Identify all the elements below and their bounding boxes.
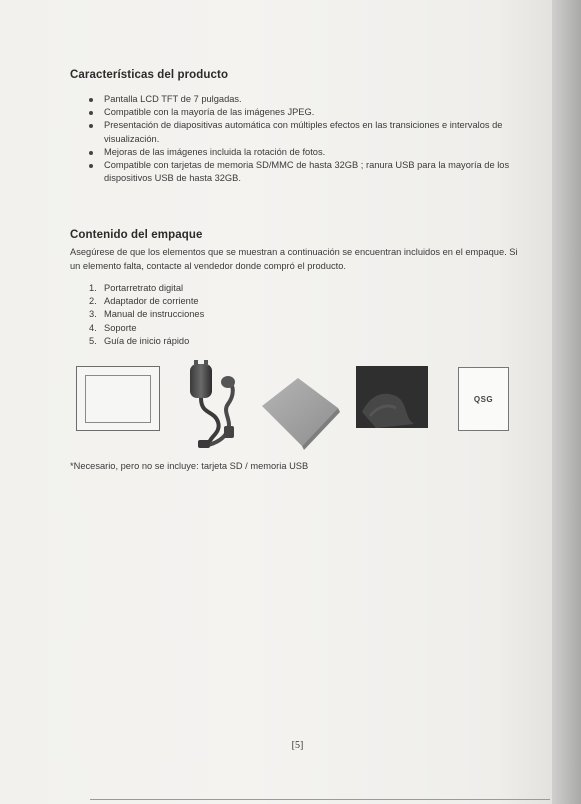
list-item bbox=[70, 322, 204, 335]
stand-image bbox=[258, 374, 342, 450]
item-number: 5. bbox=[89, 335, 97, 346]
instruction-manual-image bbox=[356, 366, 428, 428]
item-number: 3. bbox=[89, 309, 97, 320]
item-label: Adaptador de corriente bbox=[104, 296, 199, 307]
item-number: 4. bbox=[89, 322, 97, 333]
not-included-note: *Necesario, pero no se incluye: tarjeta SD / memoria USB bbox=[70, 461, 309, 471]
package-items-list bbox=[70, 282, 204, 348]
features-heading: Características del producto bbox=[70, 69, 229, 81]
list-item bbox=[70, 295, 204, 308]
list-item: Pantalla LCD TFT de 7 pulgadas. bbox=[70, 93, 520, 106]
item-label: Manual de instrucciones bbox=[104, 309, 205, 320]
list-item bbox=[70, 282, 204, 295]
qsg-label: QSG bbox=[473, 394, 494, 404]
quick-start-guide-image bbox=[458, 367, 509, 431]
list-item: Compatible con la mayoría de las imágenes JPEG. bbox=[70, 106, 520, 119]
bottom-rule bbox=[90, 799, 550, 800]
list-item: Compatible con tarjetas de memoria SD/MMC de hasta 32GB ; ranura USB para la mayoría de los dispositivos USB de hasta 32GB. bbox=[70, 159, 520, 185]
frame-screen bbox=[85, 375, 151, 423]
item-label: Portarretrato digital bbox=[104, 283, 184, 293]
page-edge-shadow bbox=[552, 0, 581, 804]
page-number bbox=[0, 740, 581, 751]
list-item: Mejoras de las imágenes incluida la rotación de fotos. bbox=[70, 146, 520, 159]
package-heading: Contenido del empaque bbox=[70, 229, 203, 241]
item-number: 2. bbox=[89, 296, 97, 307]
power-adapter-image bbox=[184, 360, 246, 450]
page-number-text: [5] bbox=[291, 740, 304, 751]
item-label: Guía de inicio rápido bbox=[104, 335, 190, 346]
item-label: Soporte bbox=[104, 322, 137, 333]
features-list bbox=[70, 93, 520, 185]
package-intro: Asegúrese de que los elementos que se muestran a continuación se encuentran incluidos en el empaque. Si un elemento falta, contacte al vendedor donde compró el producto. bbox=[70, 247, 518, 271]
list-item bbox=[70, 335, 204, 348]
digital-frame-image bbox=[76, 366, 160, 431]
list-item bbox=[70, 308, 204, 321]
package-contents-images bbox=[0, 360, 552, 460]
list-item: Presentación de diapositivas automática con múltiples efectos en las transiciones e intervalos de visualización. bbox=[70, 119, 520, 145]
item-number: 1. bbox=[89, 283, 97, 293]
